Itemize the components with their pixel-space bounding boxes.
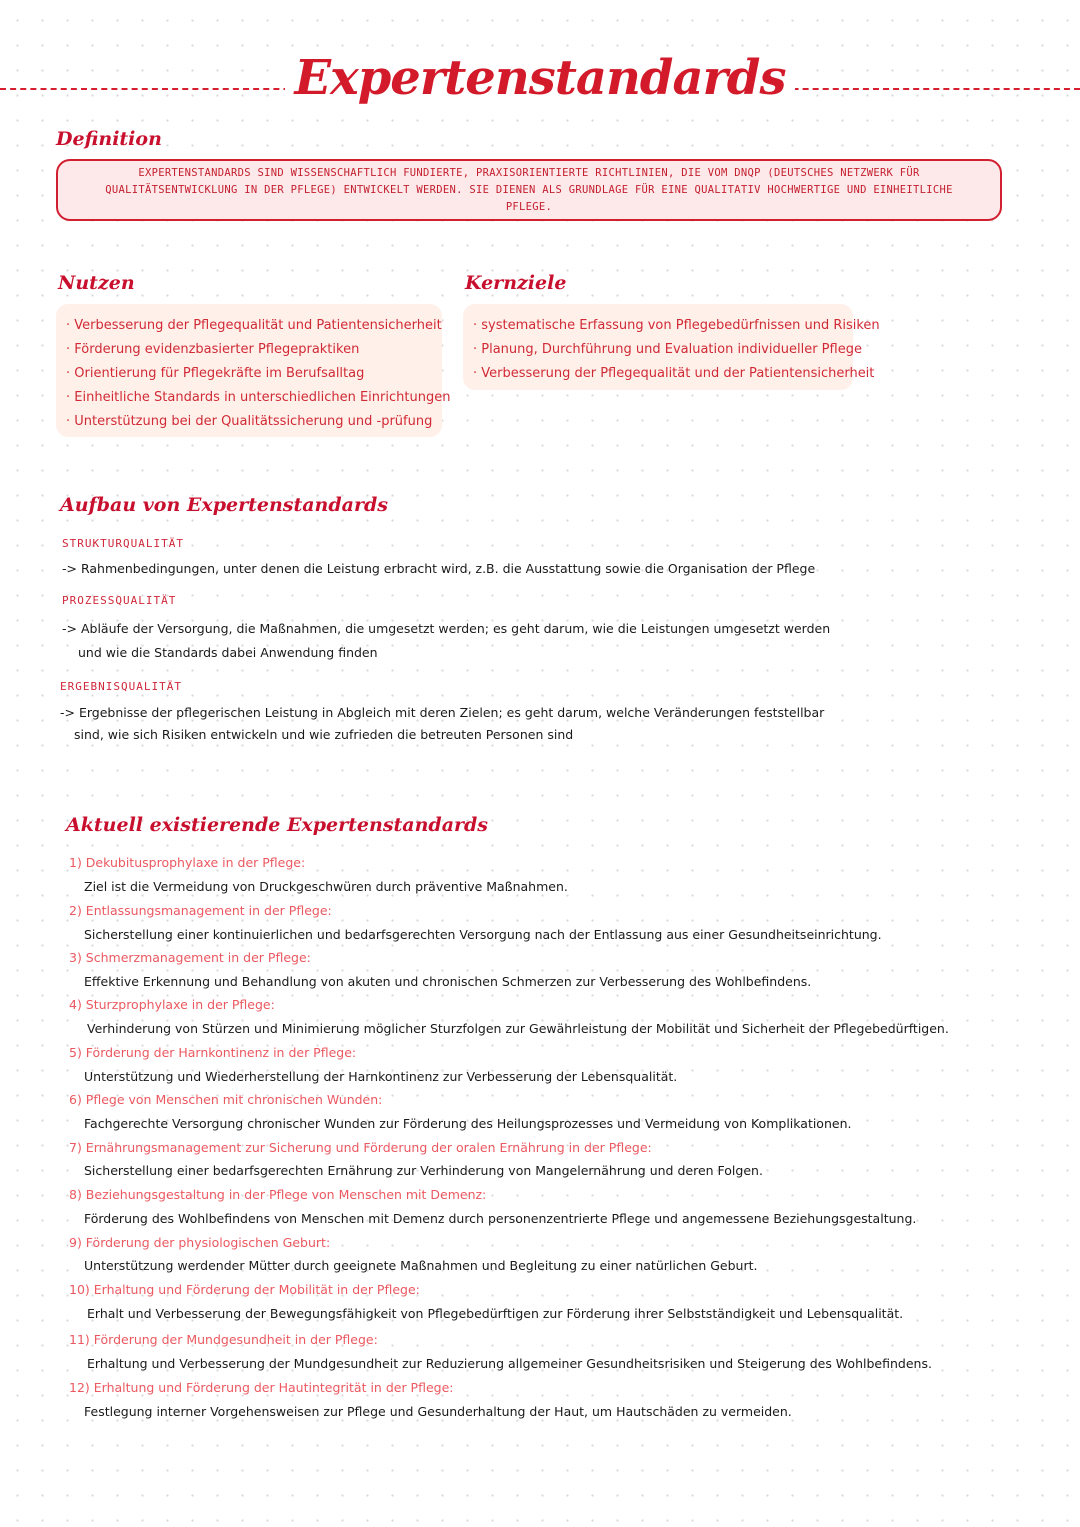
- nutzen-card: [56, 304, 451, 437]
- list-item: · Förderung evidenzbasierter Pflegepraktiken: [66, 338, 430, 362]
- standard-title: 2) Entlassungsmanagement in der Pflege:: [69, 903, 332, 918]
- strukturqualitaet-text: -> Rahmenbedingungen, unter denen die Leistung erbracht wird, z.B. die Ausstattung sowie die Organisation der Pflege: [62, 561, 816, 576]
- standard-title: 6) Pflege von Menschen mit chronischen Wunden:: [69, 1092, 383, 1107]
- standard-desc: Sicherstellung einer kontinuierlichen und bedarfsgerechten Versorgung nach der Entlassung aus einer Gesundheitseinrichtung.: [84, 927, 882, 942]
- ergebnisqualitaet-text-1: -> Ergebnisse der pflegerischen Leistung in Abgleich mit deren Zielen; es geht darum, welche Veränderungen feststellbar: [60, 705, 825, 720]
- standard-title: 5) Förderung der Harnkontinenz in der Pflege:: [69, 1045, 357, 1060]
- list-item: · Planung, Durchführung und Evaluation individueller Pflege: [473, 338, 841, 362]
- standard-desc: Festlegung interner Vorgehensweisen zur Pflege und Gesunderhaltung der Haut, um Hautschäden zu vermeiden.: [84, 1404, 792, 1419]
- nutzen-list: [66, 314, 451, 434]
- aktuell-heading: Aktuell existierende Expertenstandards: [66, 814, 489, 836]
- list-item: · Verbesserung der Pflegequalität und Patientensicherheit: [66, 314, 430, 338]
- standard-desc: Sicherstellung einer bedarfsgerechten Ernährung zur Verhinderung von Mangelernährung und deren Folgen.: [84, 1163, 763, 1178]
- standard-desc: Verhinderung von Stürzen und Minimierung möglicher Sturzfolgen zur Gewährleistung der Mobilität und Sicherheit der Pflegebedürftigen.: [87, 1021, 949, 1036]
- standard-title: 8) Beziehungsgestaltung in der Pflege von Menschen mit Demenz:: [69, 1187, 487, 1202]
- kernziele-list: [473, 314, 880, 386]
- strukturqualitaet-label: STRUKTURQUALITÄT: [62, 537, 184, 550]
- standard-desc: Erhalt und Verbesserung der Bewegungsfähigkeit von Pflegebedürftigen zur Förderung ihrer Selbstständigkeit und Lebensqualität.: [87, 1306, 904, 1321]
- kernziele-card: [463, 304, 880, 390]
- standard-desc: Fachgerechte Versorgung chronischer Wunden zur Förderung des Heilungsprozesses und Vermeidung von Komplikationen.: [84, 1116, 852, 1131]
- standard-desc: Effektive Erkennung und Behandlung von akuten und chronischen Schmerzen zur Verbesserung des Wohlbefindens.: [84, 974, 812, 989]
- ergebnisqualitaet-text-2: sind, wie sich Risiken entwickeln und wie zufrieden die betreuten Personen sind: [74, 727, 574, 742]
- definition-box: [56, 159, 1002, 221]
- standard-title: 11) Förderung der Mundgesundheit in der Pflege:: [69, 1332, 378, 1347]
- standard-title: 12) Erhaltung und Förderung der Hautintegrität in der Pflege:: [69, 1380, 454, 1395]
- standard-title: 7) Ernährungsmanagement zur Sicherung und Förderung der oralen Ernährung in der Pflege:: [69, 1140, 652, 1155]
- standard-title: 4) Sturzprophylaxe in der Pflege:: [69, 997, 275, 1012]
- definition-text: EXPERTENSTANDARDS SIND WISSENSCHAFTLICH FUNDIERTE, PRAXISORIENTIERTE RICHTLINIEN, DIE VOM DNQP (DEUTSCHES NETZWERK FÜR QUALITÄTSENTWICKLUNG IN DER PFLEGE) ENTWICKELT WERDEN. SIE DIENEN ALS GRUNDLAGE FÜR EINE QUALITATIV HOCHWERTIGE UND EINHEITLICHE PFLEGE.: [105, 166, 953, 213]
- definition-heading: Definition: [56, 128, 162, 150]
- standard-title: 3) Schmerzmanagement in der Pflege:: [69, 950, 311, 965]
- ergebnisqualitaet-label: ERGEBNISQUALITÄT: [60, 680, 182, 693]
- aufbau-heading: Aufbau von Expertenstandards: [60, 494, 388, 516]
- prozessqualitaet-text-1: -> Abläufe der Versorgung, die Maßnahmen, die umgesetzt werden; es geht darum, wie die Leistungen umgesetzt werden: [62, 621, 831, 636]
- prozessqualitaet-text-2: und wie die Standards dabei Anwendung finden: [78, 645, 378, 660]
- page-title: Expertenstandards: [0, 50, 1080, 106]
- standard-title: 9) Förderung der physiologischen Geburt:: [69, 1235, 331, 1250]
- list-item: · Unterstützung bei der Qualitätssicherung und -prüfung: [66, 410, 430, 434]
- standard-desc: Unterstützung und Wiederherstellung der Harnkontinenz zur Verbesserung der Lebensqualität.: [84, 1069, 678, 1084]
- nutzen-heading: Nutzen: [58, 272, 135, 294]
- list-item: · Verbesserung der Pflegequalität und der Patientensicherheit: [473, 362, 841, 386]
- list-item: · Orientierung für Pflegekräfte im Berufsalltag: [66, 362, 430, 386]
- prozessqualitaet-label: PROZESSQUALITÄT: [62, 594, 177, 607]
- list-item: · Einheitliche Standards in unterschiedlichen Einrichtungen: [66, 386, 430, 410]
- list-item: · systematische Erfassung von Pflegebedürfnissen und Risiken: [473, 314, 841, 338]
- standard-title: 10) Erhaltung und Förderung der Mobilität in der Pflege:: [69, 1282, 420, 1297]
- kernziele-heading: Kernziele: [465, 272, 567, 294]
- standard-desc: Erhaltung und Verbesserung der Mundgesundheit zur Reduzierung allgemeiner Gesundheitsrisiken und Steigerung des Wohlbefindens.: [87, 1356, 932, 1371]
- standard-desc: Unterstützung werdender Mütter durch geeignete Maßnahmen und Begleitung zu einer natürlichen Geburt.: [84, 1258, 758, 1273]
- standard-desc: Ziel ist die Vermeidung von Druckgeschwüren durch präventive Maßnahmen.: [84, 879, 568, 894]
- standard-title: 1) Dekubitusprophylaxe in der Pflege:: [69, 855, 306, 870]
- standard-desc: Förderung des Wohlbefindens von Menschen mit Demenz durch personenzentrierte Pflege und angemessene Beziehungsgestaltung.: [84, 1211, 917, 1226]
